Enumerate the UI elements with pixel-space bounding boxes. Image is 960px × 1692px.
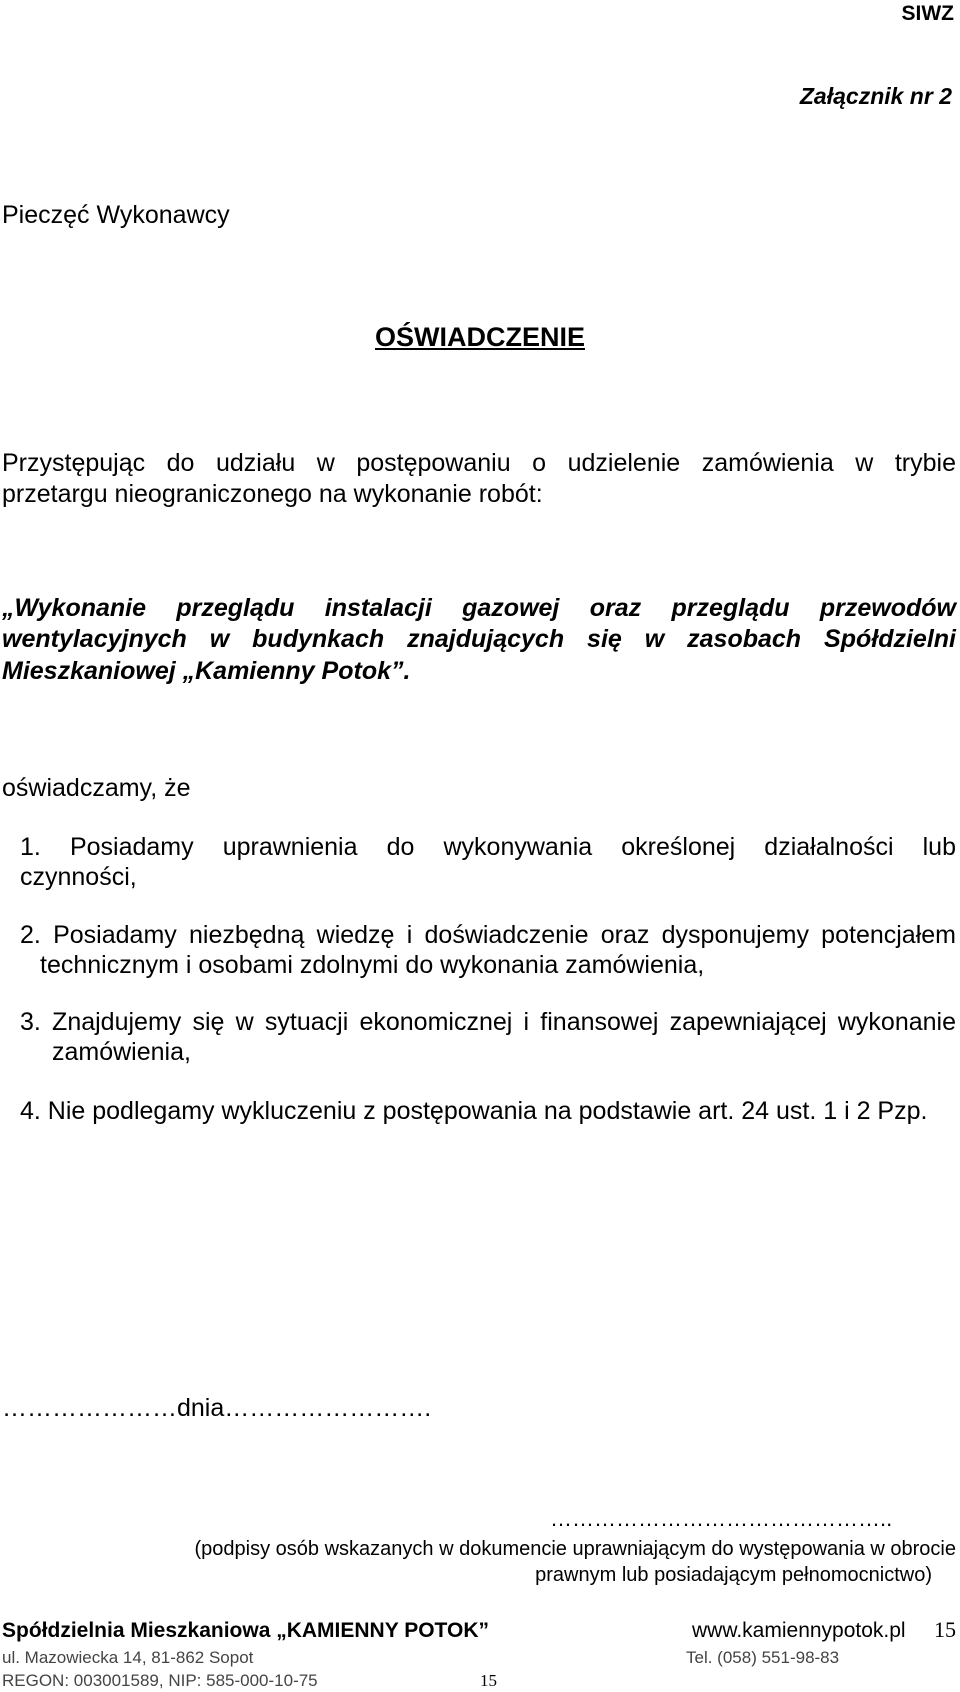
footer-website: www.kamiennypotok.pl — [692, 1619, 906, 1642]
footer-page-number: 15 — [934, 1617, 956, 1642]
contractor-stamp-label: Pieczęć Wykonawcy — [2, 201, 230, 229]
declaration-text: oświadczamy, że — [2, 774, 191, 802]
signature-dots: ……………………………………….. — [550, 1506, 893, 1531]
list-item-3: 3. Znajdujemy się w sytuacji ekonomicznej i finansowej zapewniającej wykonanie — [20, 1008, 956, 1036]
subject-line-2: wentylacyjnych w budynkach znajdujących się w zasobach Spółdzielni — [2, 625, 956, 653]
list-item-4: 4. Nie podlegamy wykluczeniu z postępowania na podstawie art. 24 ust. 1 i 2 Pzp. — [20, 1097, 928, 1125]
signature-caption-line-2: prawnym lub posiadającym pełnomocnictwo) — [535, 1564, 932, 1586]
subject-line-3: Mieszkaniowej „Kamienny Potok”. — [2, 657, 411, 685]
siwz-label: SIWZ — [901, 2, 954, 25]
page-title: OŚWIADCZENIE — [374, 322, 585, 352]
footer-regon-nip: REGON: 003001589, NIP: 585-000-10-75 — [2, 1671, 318, 1690]
footer-organization: Spółdzielnia Mieszkaniowa „KAMIENNY POTOK” — [2, 1619, 489, 1642]
intro-line-1: Przystępując do udziału w postępowaniu o udzielenie zamówienia w trybie — [2, 449, 956, 477]
footer-page-number-small: 15 — [480, 1671, 497, 1690]
subject-line-1: „Wykonanie przeglądu instalacji gazowej oraz przeglądu przewodów — [2, 594, 956, 622]
list-item-3-cont: zamówienia, — [52, 1038, 191, 1066]
date-line: …………………dnia……………………. — [2, 1394, 432, 1422]
list-item-1: 1. Posiadamy uprawnienia do wykonywania określonej działalności lub — [20, 833, 956, 861]
footer-address: ul. Mazowiecka 14, 81-862 Sopot — [2, 1648, 254, 1667]
list-item-2-cont: technicznym i osobami zdolnymi do wykonania zamówienia, — [40, 951, 705, 979]
list-item-2: 2. Posiadamy niezbędną wiedzę i doświadczenie oraz dysponujemy potencjałem — [20, 921, 956, 949]
list-item-1-cont: czynności, — [20, 863, 137, 891]
signature-caption-line-1: (podpisy osób wskazanych w dokumencie uprawniającym do występowania w obrocie — [194, 1538, 956, 1560]
footer-phone: Tel. (058) 551-98-83 — [686, 1648, 840, 1667]
attachment-label: Załącznik nr 2 — [799, 83, 952, 109]
intro-line-2: przetargu nieograniczonego na wykonanie robót: — [2, 480, 543, 508]
